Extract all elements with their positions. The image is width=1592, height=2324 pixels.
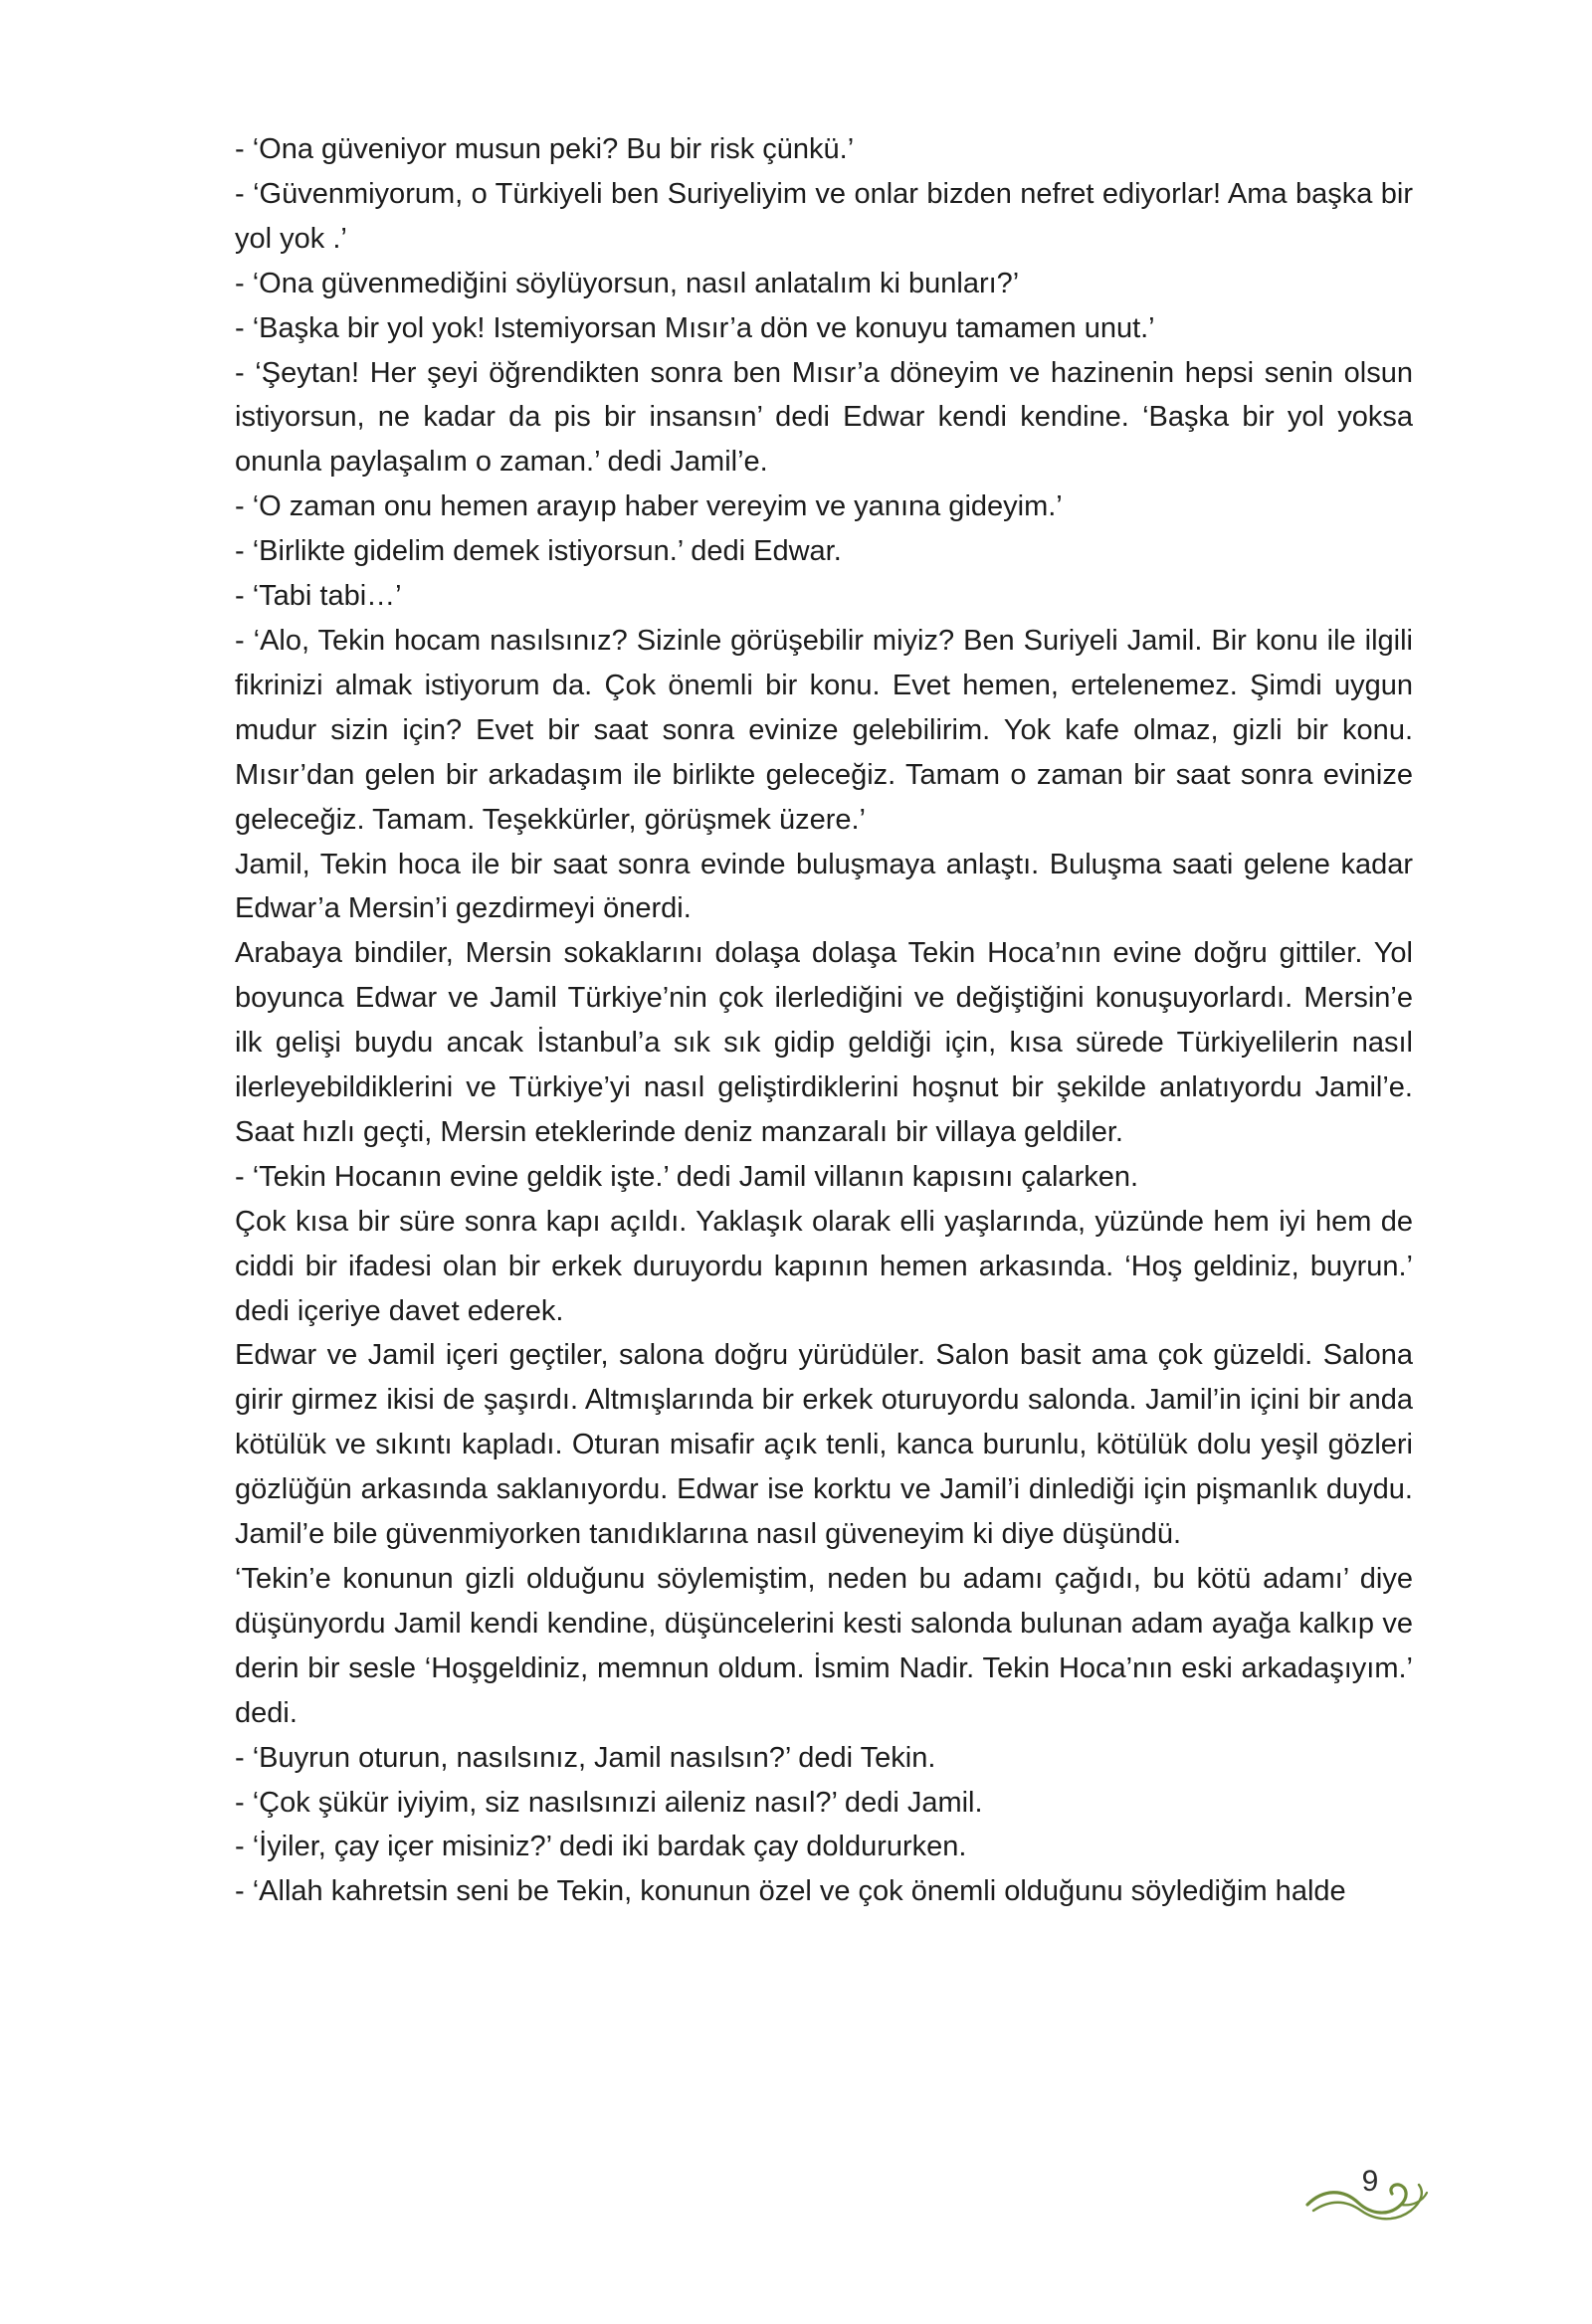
paragraph: - ‘Tekin Hocanın evine geldik işte.’ dedi Jamil villanın kapısını çalarken. (235, 1160, 1139, 1193)
paragraph: - ‘Alo, Tekin hocam nasılsınız? Sizinle görüşebilir miyiz? Ben Suriyeli Jamil. Bir konu ile ilgili fikrinizi almak istiyorum da. Çok önemli bir konu. Evet hemen, ertelenemez. Şimdi uygun mudur sizin için? Evet bir saat sonra evinize gelebilirim. Yok kafe olmaz, gizli bir konu. Mısır’dan gelen bir arkadaşım ile birlikte geleceğiz. Tamam o zaman bir saat sonra evinize geleceğiz. Tamam. Teşekkürler, görüşmek üzere.’ (235, 624, 1413, 836)
paragraph: - ‘Buyrun oturun, nasılsınız, Jamil nasılsın?’ dedi Tekin. (235, 1741, 936, 1774)
paragraph: - ‘Birlikte gidelim demek istiyorsun.’ dedi Edwar. (235, 535, 842, 568)
paragraph: - ‘Allah kahretsin seni be Tekin, konunun özel ve çok önemli olduğunu söylediğim halde (235, 1875, 1346, 1908)
paragraph: Arabaya bindiler, Mersin sokaklarını dolaşa dolaşa Tekin Hoca’nın evine doğru gittiler. Yol boyunca Edwar ve Jamil Türkiye’nin çok ilerlediğini ve değiştiğini konuşuyorlardı. Mersin’e ilk gelişi buydu ancak İstanbul’a sık sık gidip geldiği için, kısa sürede Türkiyelilerin nasıl ilerleyebildiklerini ve Türkiye’yi nasıl geliştirdiklerini hoşnut bir şekilde anlatıyordu Jamil’e. Saat hızlı geçti, Mersin eteklerinde deniz manzaralı bir villaya geldiler. (235, 937, 1413, 1148)
paragraph: - ‘Ona güvenmediğini söylüyorsun, nasıl anlatalım ki bunları?’ (235, 267, 1020, 299)
paragraph: - ‘Şeytan! Her şeyi öğrendikten sonra ben Mısır’a döneyim ve hazinenin hepsi senin olsun istiyorsun, ne kadar da pis bir insansın’ dedi Edwar kendi kendine. ‘Başka bir yol yoksa onunla paylaşalım o zaman.’ dedi Jamil’e. (235, 356, 1413, 479)
paragraph: - ‘Çok şükür iyiyim, siz nasılsınızi aileniz nasıl?’ dedi Jamil. (235, 1786, 983, 1819)
page-number: 9 (1361, 2165, 1379, 2198)
paragraph: - ‘İyiler, çay içer misiniz?’ dedi iki bardak çay doldururken. (235, 1831, 967, 1863)
paragraph: Edwar ve Jamil içeri geçtiler, salona doğru yürüdüler. Salon basit ama çok güzeldi. Salona girir girmez ikisi de şaşırdı. Altmışlarında bir erkek oturuyordu salonda. Jamil’in içini bir anda kötülük ve sıkıntı kapladı. Oturan misafir açık tenli, kanca burunlu, kötülük dolu yeşil gözleri gözlüğün arkasında saklanıyordu. Edwar ise korktu ve Jamil’i dinlediği için pişmanlık duydu. Jamil’e bile güvenmiyorken tanıdıklarına nasıl güveneyim ki diye düşündü. (235, 1339, 1413, 1551)
paragraph: - ‘Başka bir yol yok! Istemiyorsan Mısır’a dön ve konuyu tamamen unut.’ (235, 311, 1155, 344)
paragraph: - ‘Tabi tabi…’ (235, 580, 402, 613)
paragraph: - ‘Güvenmiyorum, o Türkiyeli ben Suriyeliyim ve onlar bizden nefret ediyorlar! Ama başka bir yol yok .’ (235, 177, 1413, 255)
paragraph: - ‘O zaman onu hemen arayıp haber vereyim ve yanına gideyim.’ (235, 490, 1063, 523)
paragraph: - ‘Ona güveniyor musun peki? Bu bir risk çünkü.’ (235, 133, 855, 165)
paragraph: Çok kısa bir süre sonra kapı açıldı. Yaklaşık olarak elli yaşlarında, yüzünde hem iyi hem de ciddi bir ifadesi olan bir erkek duruyordu kapının hemen arkasında. ‘Hoş geldiniz, buyrun.’ dedi içeriye davet ederek. (235, 1205, 1413, 1327)
paragraph: Jamil, Tekin hoca ile bir saat sonra evinde buluşmaya anlaştı. Buluşma saati gelene kadar Edwar’a Mersin’i gezdirmeyi önerdi. (235, 848, 1413, 925)
body-text (235, 127, 1413, 1914)
paragraph: ‘Tekin’e konunun gizli olduğunu söylemiştim, neden bu adamı çağıdı, bu kötü adamı’ diye düşünyordu Jamil kendi kendine, düşüncelerini kesti salonda bulunan adam ayağa kalkıp ve derin bir sesle ‘Hoşgeldiniz, memnun oldum. İsmim Nadir. Tekin Hoca’nın eski arkadaşıyım.’ dedi. (235, 1563, 1413, 1729)
